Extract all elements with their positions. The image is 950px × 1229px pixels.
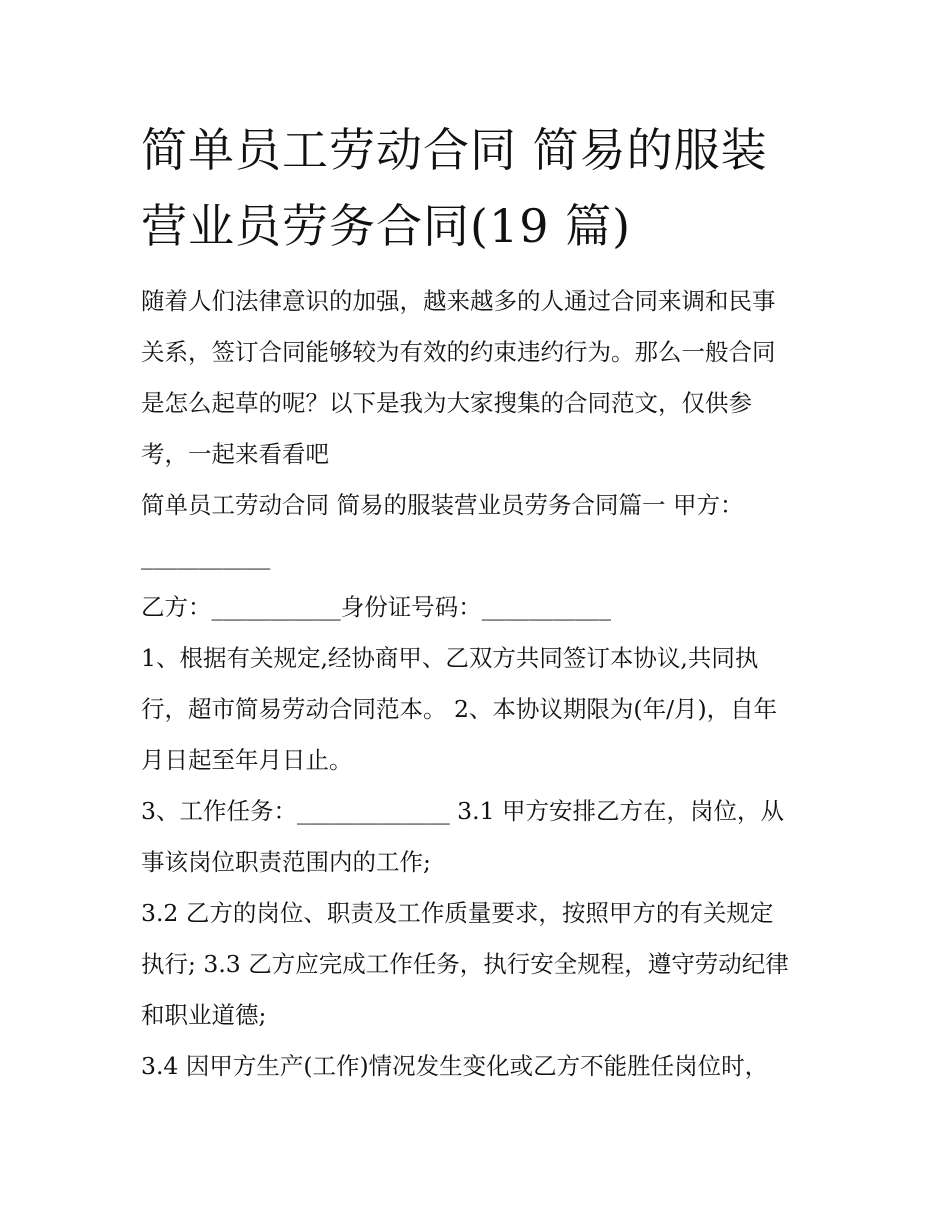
text-line: 月日起至年月日止。 [141,746,353,774]
text-line: 乙方：___________身份证号码：___________ [141,593,611,621]
text-line: 简单员工劳动合同 简易的服装营业员劳务合同篇一 甲方： [141,491,744,519]
text-line: 3.4 因甲方生产(工作)情况发生变化或乙方不能胜任岗位时， [141,1052,769,1080]
intro-paragraph [141,276,821,480]
text-line: ___________ [141,542,271,570]
text-line: 3.2 乙方的岗位、职责及工作质量要求，按照甲方的有关规定 [141,899,774,927]
text-line: 行，超市简易劳动合同范本。 2、本协议期限为(年/月)，自年 [141,695,778,723]
title-line: 简单员工劳动合同 简易的服装 [141,123,768,177]
text-line: 考，一起来看看吧 [141,440,329,468]
clause-1-2-paragraph [141,633,821,786]
clause-3-2-paragraph [141,888,821,1041]
text-line: 事该岗位职责范围内的工作; [141,848,431,876]
clause-3-4-paragraph [141,1041,821,1092]
contract-heading-paragraph [141,480,821,582]
text-line: 关系，签订合同能够较为有效的约束违约行为。那么一般合同 [141,338,776,366]
text-line: 1、根据有关规定,经协商甲、乙双方共同签订本协议,共同执 [141,644,759,672]
text-line: 是怎么起草的呢？以下是我为大家搜集的合同范文，仅供参 [141,389,752,417]
clause-3-paragraph [141,786,821,888]
text-line: 执行; 3.3 乙方应完成工作任务，执行安全规程，遵守劳动纪律 [141,950,789,978]
text-line: 随着人们法律意识的加强，越来越多的人通过合同来调和民事 [141,287,776,315]
document-title [141,112,821,264]
title-line: 营业员劳务合同(19 篇) [141,199,632,253]
party-b-paragraph [141,582,821,633]
text-line: 3、工作任务：_____________ 3.1 甲方安排乙方在，岗位，从 [141,797,785,825]
text-line: 和职业道德; [141,1001,267,1029]
